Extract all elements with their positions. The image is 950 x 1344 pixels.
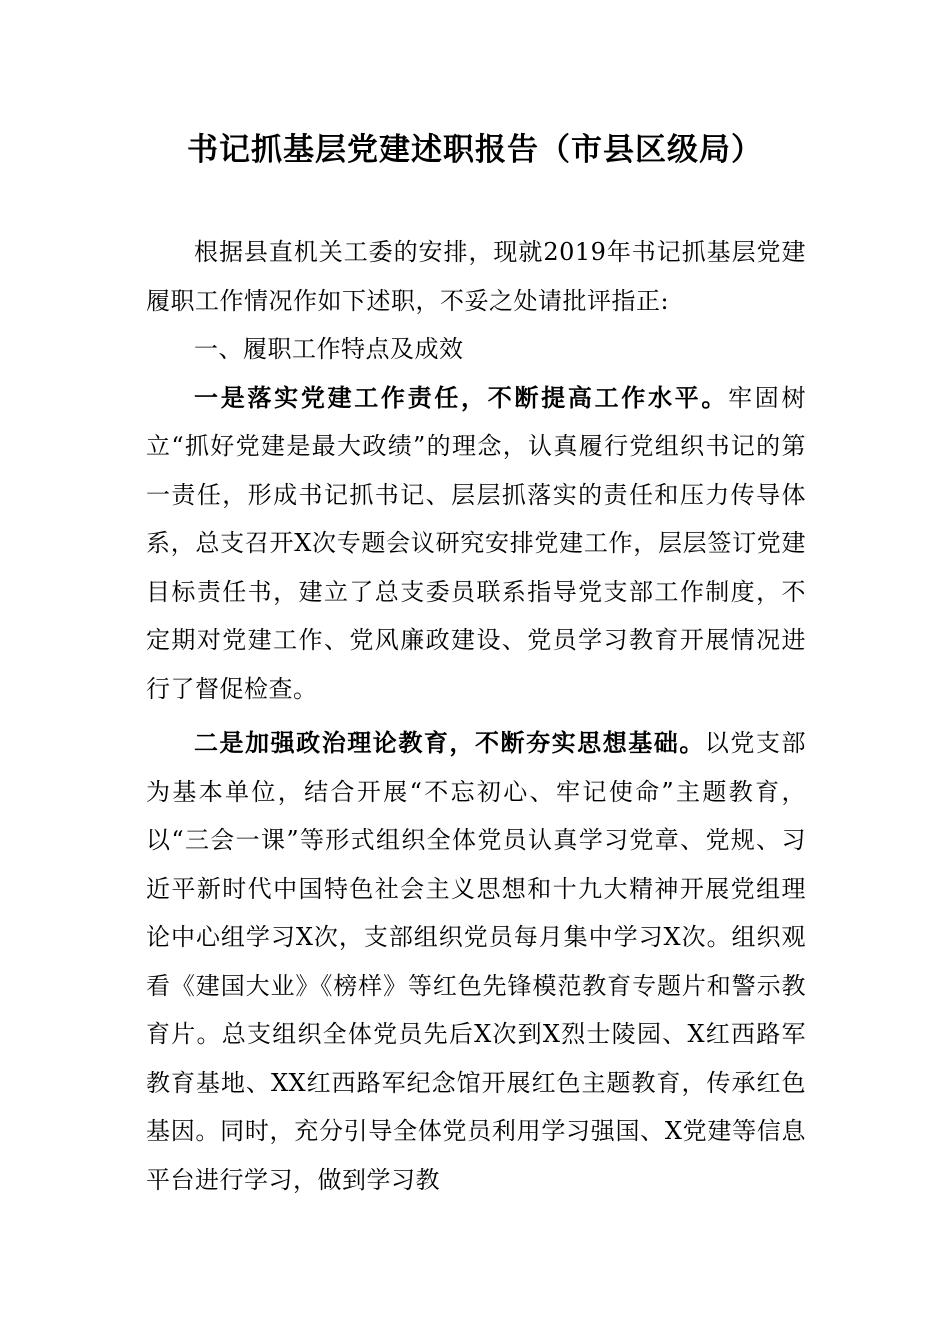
document-title: 书记抓基层党建述职报告（市县区级局） xyxy=(187,132,763,168)
paragraph-2-lead: 二是加强政治理论教育，不断夯实思想基础。 xyxy=(194,728,705,757)
paragraph-2-body: 以党支部为基本单位，结合开展“不忘初心、牢记使命”主题教育，以“三会一课”等形式组织全体党员认真学习党章、党规、习近平新时代中国特色社会主义思想和十九大精神开展党组理论中心组学习X次，支部组织党员每月集中学习X次。组织观看《建国大业》《榜样》等红色先锋模范教育专题片和警示教育片。总支组织全体党员先后X次到X烈士陵园、X红西路军教育基地、XX红西路军纪念馆开展红色主题教育，传承红色基因。同时，充分引导全体党员利用学习强国、X党建等信息平台进行学习，做到学习教 xyxy=(146,729,807,1194)
section-heading: 一、履职工作特点及成效 xyxy=(194,335,464,363)
document-body xyxy=(146,228,806,1204)
intro-paragraph: 根据县直机关工委的安排，现就2019年书记抓基层党建履职工作情况作如下述职，不妥之处请批评指正: xyxy=(146,238,806,315)
paragraph-2 xyxy=(146,719,806,1204)
paragraph-1 xyxy=(146,374,806,714)
paragraph-1-body: 牢固树立“抓好党建是最大政绩”的理念，认真履行党组织书记的第一责任，形成书记抓书记、层层抓落实的责任和压力传导体系，总支召开X次专题会议研究安排党建工作，层层签订党建目标责任书，建立了总支委员联系指导党支部工作制度，不定期对党建工作、党风廉政建设、党员学习教育开展情况进行了督促检查。 xyxy=(146,383,807,703)
paragraph-1-lead: 一是落实党建工作责任，不断提高工作水平。 xyxy=(194,382,729,412)
